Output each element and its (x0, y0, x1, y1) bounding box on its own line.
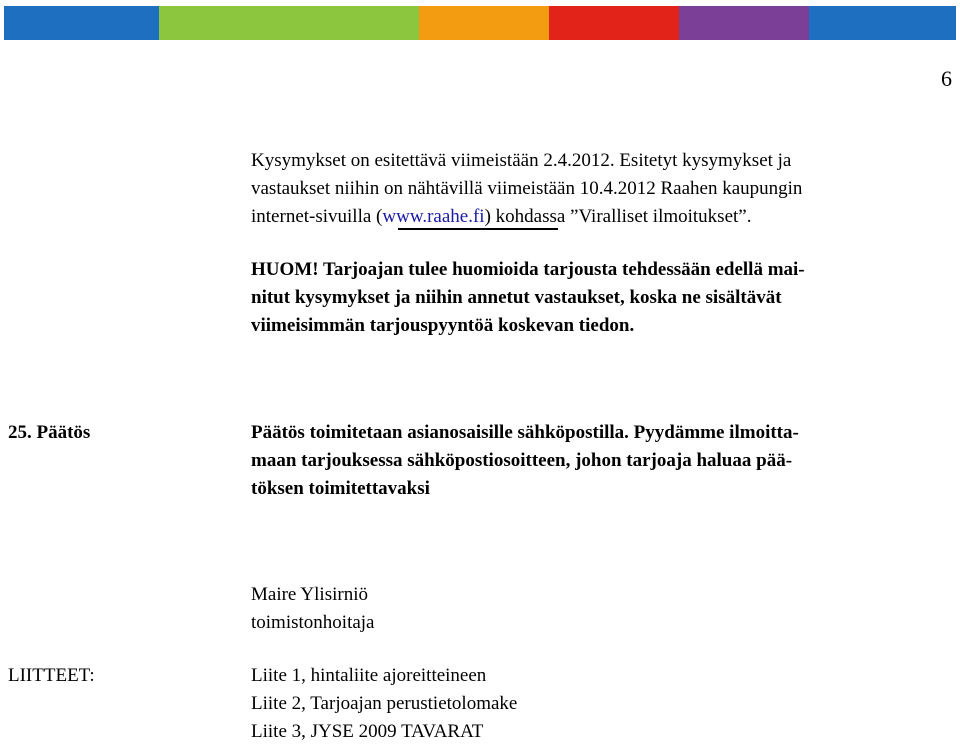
intro-paragraph (251, 147, 951, 231)
intro-line-3 (251, 203, 951, 231)
huom-notice (251, 256, 941, 340)
attachment-item: Liite 1, hintaliite ajoreitteineen (251, 665, 487, 686)
section-25-line-2: maan tarjouksessa sähköpostiosoitteen, johon tarjoaja haluaa pää- (251, 450, 793, 471)
huom-line-1: HUOM! Tarjoajan tulee huomioida tarjousta tehdessään edellä mai- (251, 259, 805, 280)
attachments-label: LIITTEET: (8, 665, 95, 686)
signer-name: Maire Ylisirniö (251, 584, 368, 605)
signature-block (251, 581, 375, 637)
color-segment-blue (4, 6, 159, 40)
intro-line-3-after: ) kohdassa ”Viralliset ilmoitukset”. (484, 206, 752, 227)
page-number: 6 (941, 66, 952, 91)
color-segment-green (159, 6, 419, 40)
intro-line-3-before: internet-sivuilla ( (251, 206, 383, 227)
raahe-link[interactable]: www.raahe.fi (382, 206, 485, 227)
color-segment-purple (679, 6, 809, 40)
attachment-item: Liite 2, Tarjoajan perustietolomake (251, 693, 518, 714)
intro-line-1: Kysymykset on esitettävä viimeistään 2.4.2012. Esitetyt kysymykset ja (251, 150, 792, 171)
color-segment-orange (419, 6, 549, 40)
link-underline-decoration (398, 228, 558, 230)
intro-line-2: vastaukset niihin on nähtävillä viimeistään 10.4.2012 Raahen kaupungin (251, 178, 803, 199)
attachment-item: Liite 3, JYSE 2009 TAVARAT (251, 721, 484, 742)
signer-title: toimistonhoitaja (251, 612, 375, 633)
attachments-list (251, 662, 517, 746)
color-segment-red (549, 6, 679, 40)
section-25-line-1: Päätös toimitetaan asianosaisille sähköpostilla. Pyydämme ilmoitta- (251, 422, 799, 443)
section-25-label: 25. Päätös (8, 422, 91, 443)
header-color-bar (4, 6, 956, 40)
color-segment-blue-right (809, 6, 956, 40)
section-25-line-3: töksen toimitettavaksi (251, 478, 430, 499)
huom-line-2: nitut kysymykset ja niihin annetut vastaukset, koska ne sisältävät (251, 287, 782, 308)
huom-line-3: viimeisimmän tarjouspyyntöä koskevan tiedon. (251, 315, 635, 336)
section-25-body (251, 419, 941, 503)
